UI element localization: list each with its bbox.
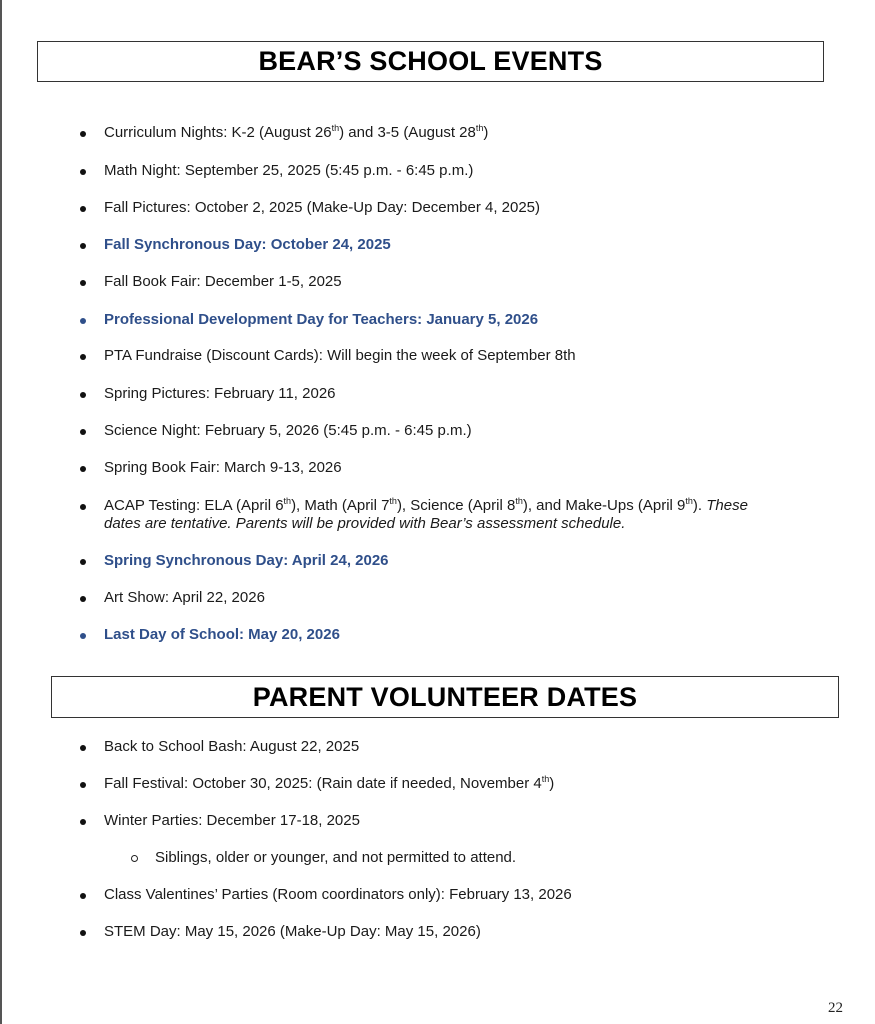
event-text: Siblings, older or younger, and not permitted to attend. [155, 849, 517, 866]
school-events-heading: BEAR’S SCHOOL EVENTS [37, 41, 824, 82]
bullet-icon [80, 243, 86, 249]
bullet-icon [80, 318, 86, 324]
event-text: PTA Fundraise (Discount Cards): Will begin the week of September 8th [104, 347, 576, 364]
event-text: Spring Book Fair: March 9-13, 2026 [104, 459, 342, 476]
bullet-icon [80, 169, 86, 175]
event-text: Fall Book Fair: December 1-5, 2025 [104, 273, 342, 290]
bullet-icon [80, 131, 86, 137]
bullet-icon [80, 206, 86, 212]
bullet-icon [80, 782, 86, 788]
event-text: Class Valentines’ Parties (Room coordinators only): February 13, 2026 [104, 886, 572, 903]
event-text: Back to School Bash: August 22, 2025 [104, 738, 360, 755]
hollow-bullet-icon [131, 855, 138, 862]
bullet-icon [80, 893, 86, 899]
bullet-icon [80, 596, 86, 602]
bullet-icon [80, 504, 86, 510]
event-text: Science Night: February 5, 2026 (5:45 p.m. - 6:45 p.m.) [104, 422, 472, 439]
event-text: Math Night: September 25, 2025 (5:45 p.m. - 6:45 p.m.) [104, 162, 474, 179]
event-text: ACAP Testing: ELA (April 6th), Math (April 7th), Science (April 8th), and Make-Ups (April 9th). These dates are tentative. Parents will be provided with Bear’s assessment schedule. [104, 496, 748, 532]
event-text: Professional Development Day for Teachers: January 5, 2026 [104, 311, 539, 328]
bullet-icon [80, 466, 86, 472]
event-text: Spring Synchronous Day: April 24, 2026 [104, 552, 389, 569]
bullet-icon [80, 633, 86, 639]
volunteer-dates-heading: PARENT VOLUNTEER DATES [51, 676, 839, 718]
bullet-icon [80, 559, 86, 565]
event-text: STEM Day: May 15, 2026 (Make-Up Day: May 15, 2026) [104, 923, 481, 940]
bullet-icon [80, 930, 86, 936]
bullet-icon [80, 819, 86, 825]
event-text: Fall Pictures: October 2, 2025 (Make-Up Day: December 4, 2025) [104, 199, 541, 216]
event-text: Last Day of School: May 20, 2026 [104, 626, 340, 643]
bullet-icon [80, 429, 86, 435]
bullet-icon [80, 354, 86, 360]
event-text: Spring Pictures: February 11, 2026 [104, 385, 336, 402]
page-edge [0, 0, 2, 1024]
bullet-icon [80, 280, 86, 286]
bullet-icon [80, 745, 86, 751]
event-text: Fall Synchronous Day: October 24, 2025 [104, 236, 391, 253]
page-number: 22 [828, 1000, 843, 1016]
bullet-icon [80, 392, 86, 398]
event-text: Art Show: April 22, 2026 [104, 589, 265, 606]
event-text: Fall Festival: October 30, 2025: (Rain date if needed, November 4th) [104, 774, 555, 792]
event-text: Curriculum Nights: K-2 (August 26th) and 3-5 (August 28th) [104, 123, 489, 141]
event-text: Winter Parties: December 17-18, 2025 [104, 812, 360, 829]
